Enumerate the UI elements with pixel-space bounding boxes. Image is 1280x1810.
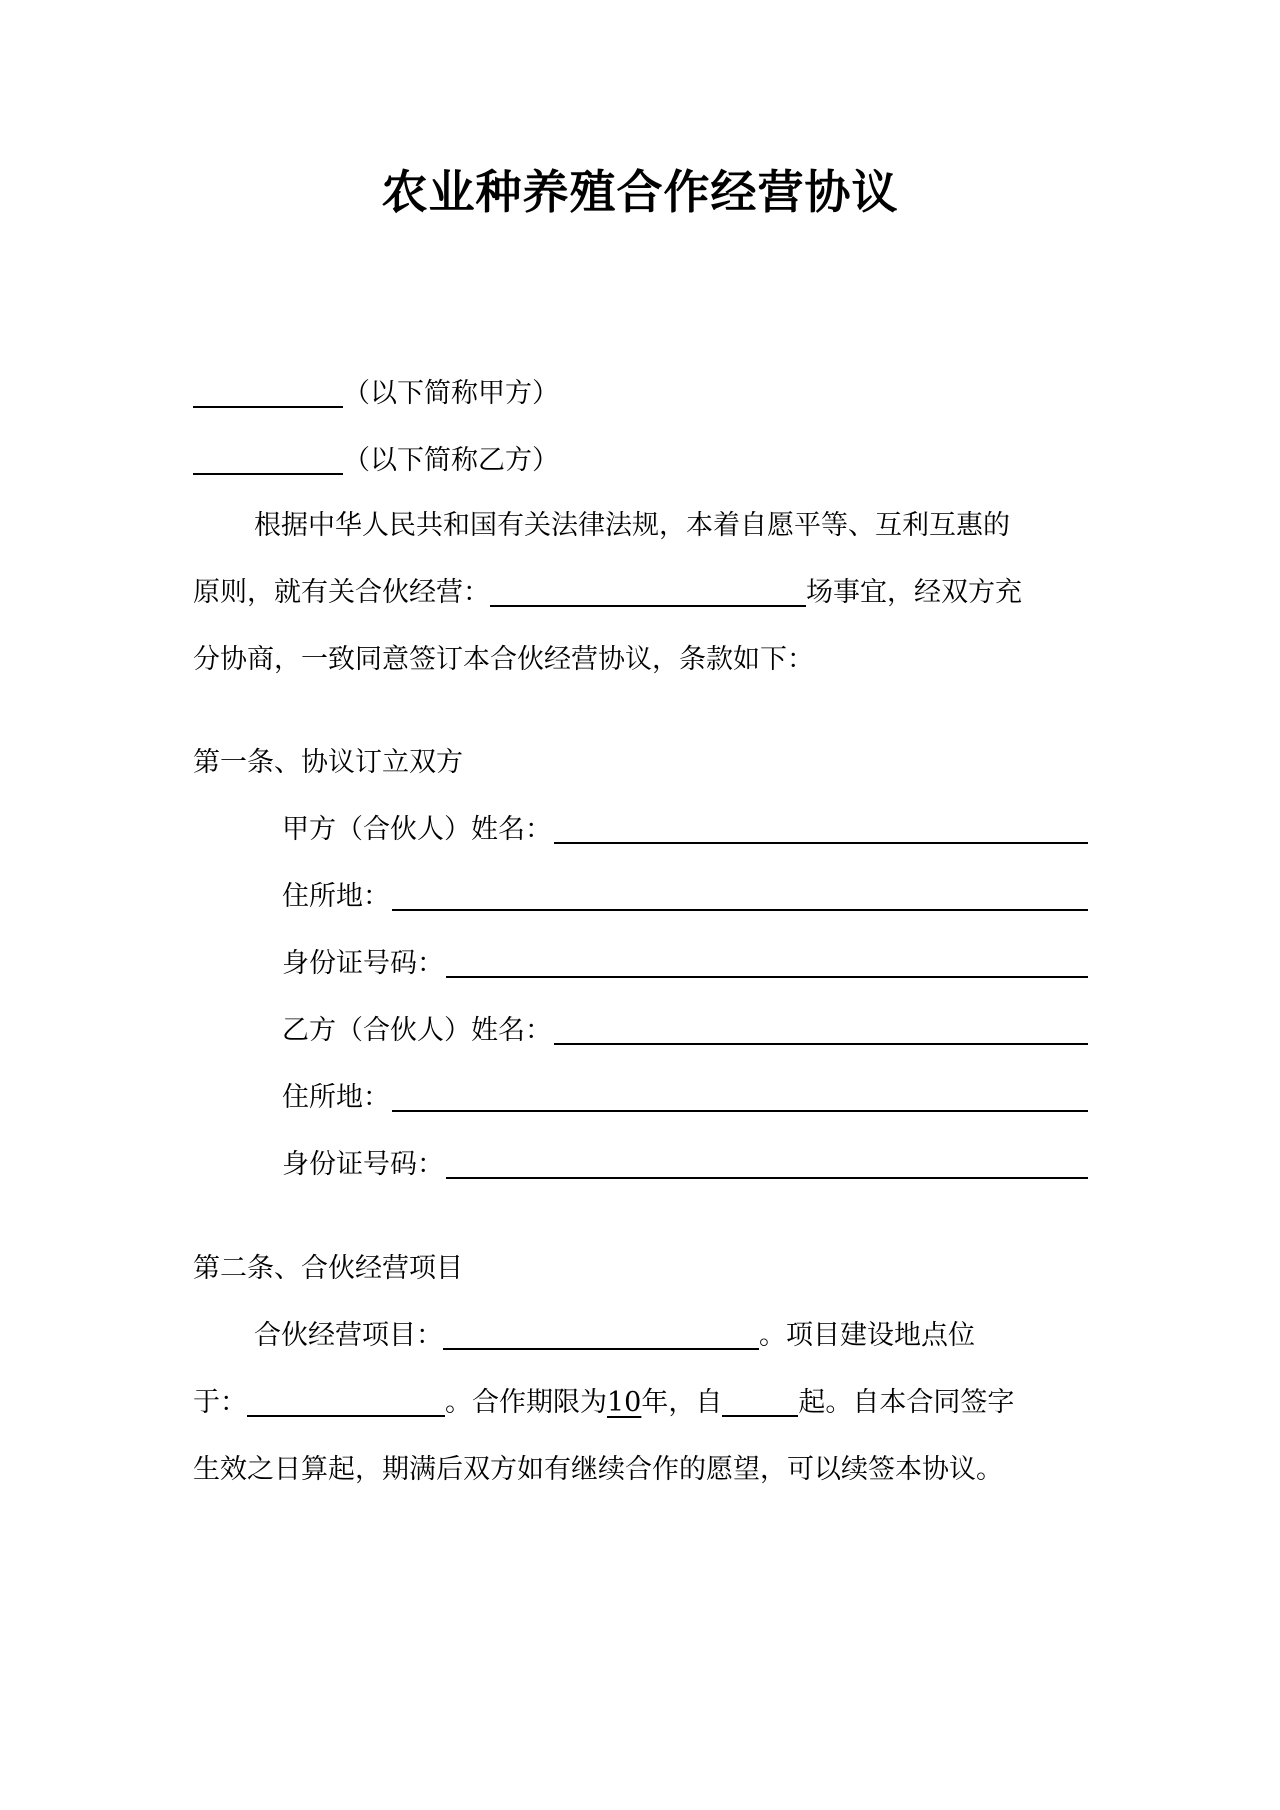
intro-line-2 [193,573,1022,613]
term-years: 10 [607,1387,642,1418]
term-text: 。合作期限为 [445,1387,607,1418]
party-a-address-field [282,877,1088,917]
start-date-blank[interactable] [722,1385,798,1417]
location-prefix: 于： [193,1387,247,1418]
party-b-name-field [282,1011,1088,1051]
party-b-name-blank[interactable] [554,1013,1088,1045]
party-a-suffix: （以下简称甲方） [343,378,559,409]
party-a-name-blank[interactable] [554,812,1088,844]
party-b-id-blank[interactable] [446,1147,1088,1179]
article-2-line-2 [193,1383,1014,1423]
party-a-name-field [282,810,1088,850]
party-a-blank[interactable] [193,376,343,408]
party-b-id-field [282,1145,1088,1185]
project-blank[interactable] [443,1318,759,1350]
year-from-text: 年，自 [641,1387,723,1418]
intro-line-3: 分协商，一致同意签订本合伙经营协议，条款如下： [193,644,814,675]
intro-line-2-after: 场事宜，经双方充 [806,577,1022,608]
field-label: 身份证号码： [282,1149,444,1180]
field-label: 身份证号码： [282,948,444,979]
article-2-heading: 第二条、合伙经营项目 [193,1253,463,1284]
party-a-address-blank[interactable] [392,879,1088,911]
field-label: 住所地： [282,1082,390,1113]
intro-line-2-before: 原则，就有关合伙经营： [193,577,490,608]
party-b-suffix: （以下简称乙方） [343,445,559,476]
project-label: 合伙经营项目： [254,1320,443,1351]
party-b-line [193,441,559,481]
article-1-heading: 第一条、协议订立双方 [193,747,463,778]
party-a-id-blank[interactable] [446,946,1088,978]
article-2-line-1 [254,1316,975,1356]
party-b-address-field [282,1078,1088,1118]
field-label: 住所地： [282,881,390,912]
location-blank[interactable] [247,1385,445,1417]
article-2-line-3: 生效之日算起，期满后双方如有继续合作的愿望，可以续签本协议。 [193,1454,1003,1485]
intro-line-1: 根据中华人民共和国有关法律法规，本着自愿平等、互利互惠的 [254,510,1010,541]
party-b-address-blank[interactable] [392,1080,1088,1112]
document-title: 农业种养殖合作经营协议 [381,165,899,219]
party-a-id-field [282,944,1088,984]
start-after-text: 起。自本合同签字 [798,1387,1015,1418]
field-label: 乙方（合伙人）姓名： [282,1015,552,1046]
party-b-blank[interactable] [193,443,343,475]
business-site-blank[interactable] [490,575,806,607]
field-label: 甲方（合伙人）姓名： [282,814,552,845]
party-a-line [193,374,559,414]
project-location-text: 。项目建设地点位 [759,1320,975,1351]
